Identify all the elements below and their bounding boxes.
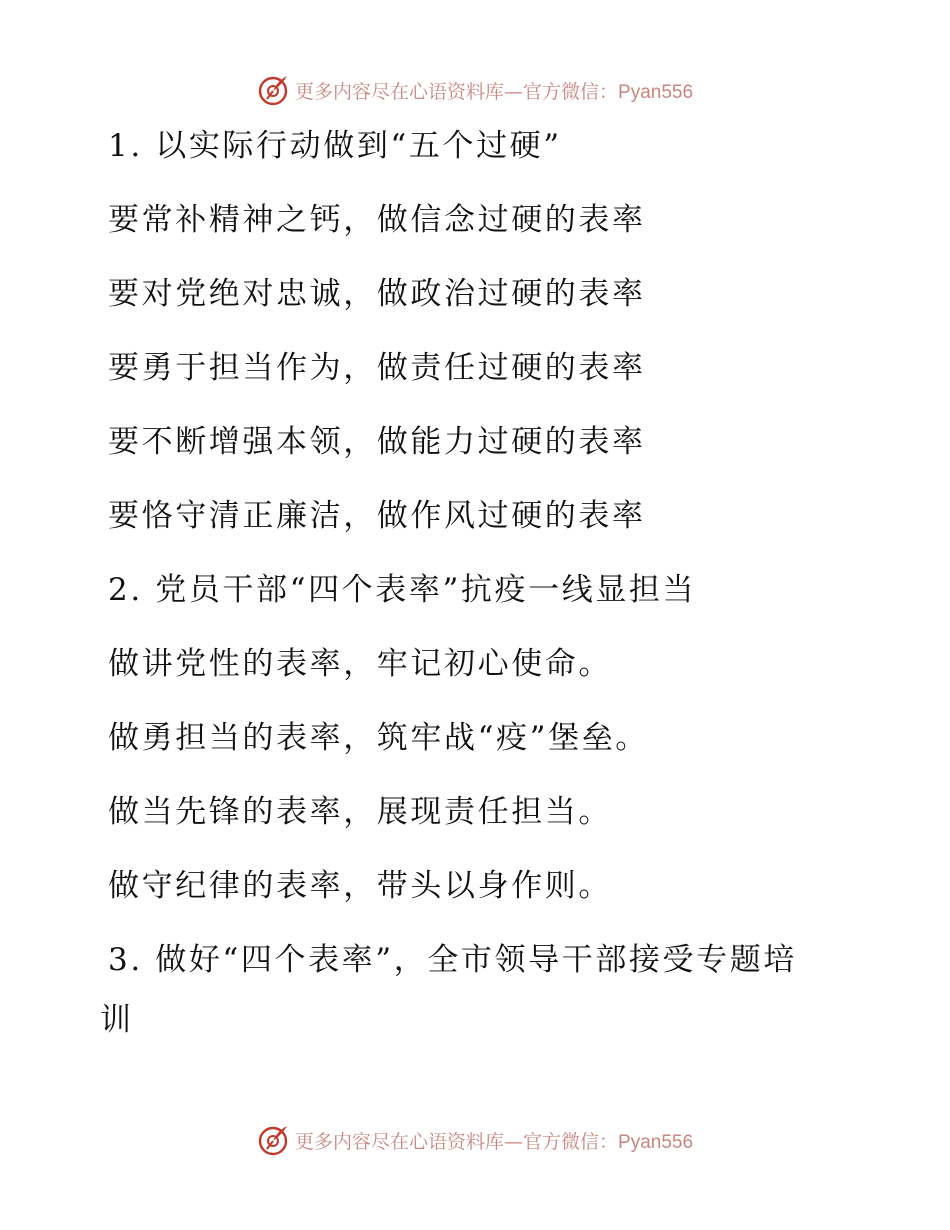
heading-3: 3. 做好“四个表率”，全市领导干部接受专题培 <box>108 942 797 978</box>
body-line: 做守纪律的表率，带头以身作则。 <box>108 868 612 904</box>
watermark-official: 官方微信 <box>522 80 599 103</box>
watermark-sep: ： <box>599 80 619 103</box>
body-line: 做讲党性的表率，牢记初心使命。 <box>108 646 612 682</box>
heading-1: 1. 以实际行动做到“五个过硬” <box>108 128 562 164</box>
body-line: 要恪守清正廉洁，做作风过硬的表率 <box>108 498 646 534</box>
watermark-id: Pyan556 <box>618 81 694 103</box>
body-line: 要不断增强本领，做能力过硬的表率 <box>108 424 646 460</box>
watermark-id: Pyan556 <box>618 1131 694 1153</box>
footer-watermark <box>0 1120 950 1160</box>
watermark-sep: ： <box>599 1130 619 1153</box>
body-line: 做勇担当的表率，筑牢战“疫”堡垒。 <box>108 720 649 756</box>
watermark-site: 更多内容尽在心语资料库 <box>294 1130 504 1153</box>
watermark-official: 官方微信 <box>522 1130 599 1153</box>
watermark-dash: — <box>503 80 523 103</box>
body-line: 要勇于担当作为，做责任过硬的表率 <box>108 350 646 386</box>
heading-3-continuation: 训 <box>100 1002 134 1038</box>
body-line: 做当先锋的表率，展现责任担当。 <box>108 794 612 830</box>
quill-logo-icon <box>257 73 291 107</box>
watermark-text <box>295 77 693 104</box>
heading-2: 2. 党员干部“四个表率”抗疫一线显担当 <box>108 572 697 608</box>
body-line: 要对党绝对忠诚，做政治过硬的表率 <box>108 276 646 312</box>
watermark-text <box>295 1127 693 1154</box>
body-line: 要常补精神之钙，做信念过硬的表率 <box>108 202 646 238</box>
quill-logo-icon <box>257 1123 291 1157</box>
watermark-dash: — <box>503 1130 523 1153</box>
header-watermark <box>0 70 950 110</box>
watermark-site: 更多内容尽在心语资料库 <box>294 80 504 103</box>
